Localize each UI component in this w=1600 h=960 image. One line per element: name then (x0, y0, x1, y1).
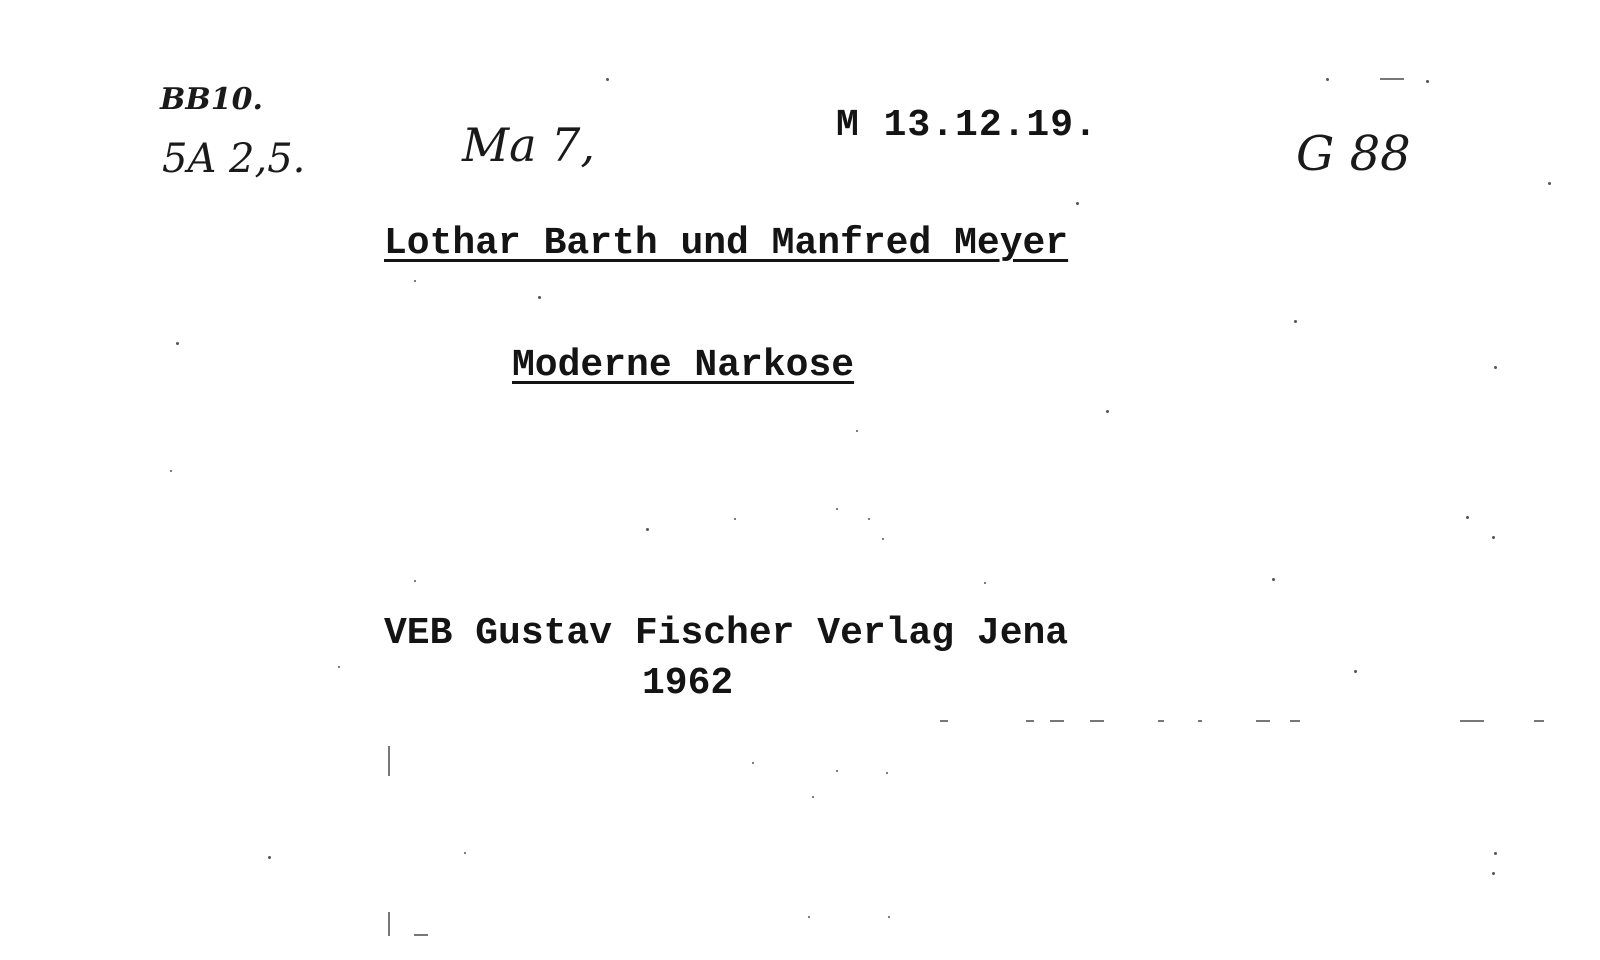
scan-dash (1534, 720, 1544, 722)
publication-year: 1962 (642, 662, 734, 705)
scan-speck (1548, 182, 1551, 185)
scan-speck (836, 770, 838, 772)
scan-speck (1272, 578, 1275, 581)
scan-dash (1460, 720, 1484, 722)
scan-dash (1026, 720, 1034, 722)
scan-speck (414, 580, 416, 582)
scan-speck (984, 582, 986, 584)
scan-speck (1492, 872, 1495, 875)
scan-speck (888, 916, 890, 918)
scan-dash (1380, 78, 1404, 80)
scan-speck (868, 518, 870, 520)
scan-dash (1256, 720, 1270, 722)
scan-speck (1492, 536, 1495, 539)
scan-dash (1290, 720, 1300, 722)
scan-speck (752, 762, 754, 764)
publisher-line: VEB Gustav Fischer Verlag Jena (384, 612, 1069, 655)
scan-speck (1326, 78, 1329, 81)
scan-dash (388, 912, 390, 936)
scan-dash (1090, 720, 1104, 722)
scan-speck (170, 470, 172, 472)
handwritten-call-number-line2: 5A 2,5. (162, 136, 306, 182)
scan-speck (606, 78, 609, 81)
scan-speck (338, 666, 340, 668)
accession-stamp: M 13.12.19. (836, 104, 1098, 147)
scan-speck (1354, 670, 1357, 673)
scan-speck (886, 772, 888, 774)
scan-speck (464, 852, 466, 854)
book-title: Moderne Narkose (512, 344, 855, 387)
scan-speck (1426, 80, 1429, 83)
scan-dash (414, 934, 428, 936)
authors-line: Lothar Barth und Manfred Meyer (384, 222, 1069, 265)
handwritten-location-code: G 88 (1296, 126, 1411, 182)
scan-speck (414, 280, 416, 282)
scan-speck (856, 430, 858, 432)
scan-speck (1294, 320, 1297, 323)
scan-dash (1158, 720, 1164, 722)
scan-speck (1106, 410, 1109, 413)
scan-speck (812, 796, 814, 798)
scan-dash (1050, 720, 1064, 722)
scan-speck (1494, 366, 1497, 369)
scan-speck (808, 916, 810, 918)
scan-speck (1076, 202, 1079, 205)
handwritten-call-number-line1: BB10. (160, 82, 263, 117)
scan-speck (882, 538, 884, 540)
scan-speck (1494, 852, 1497, 855)
scan-speck (176, 342, 179, 345)
scan-dash (388, 746, 390, 776)
handwritten-shelf-mark: Ma 7, (462, 118, 596, 172)
scan-speck (646, 528, 649, 531)
scan-speck (538, 296, 541, 299)
scan-speck (836, 508, 838, 510)
scan-speck (1466, 516, 1469, 519)
scan-dash (940, 720, 948, 722)
scan-speck (734, 518, 736, 520)
scan-dash (1198, 720, 1202, 722)
scan-speck (268, 856, 271, 859)
